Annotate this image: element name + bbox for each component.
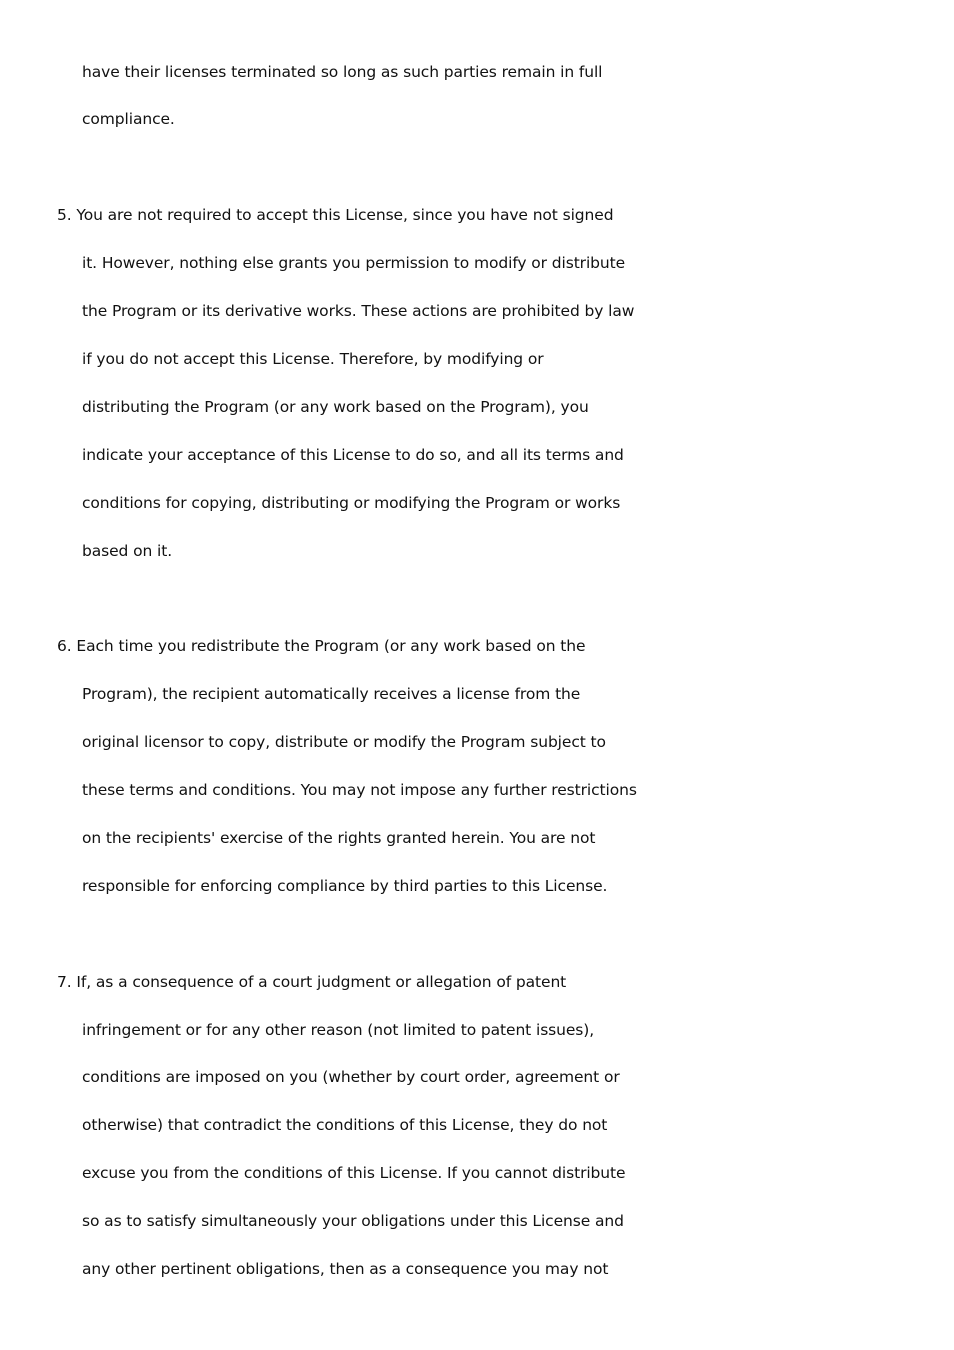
text-line: conditions for copying, distributing or modifying the Program or works <box>82 494 621 512</box>
text-line: any other pertinent obligations, then as a consequence you may not <box>82 1260 609 1278</box>
text-line: 7. If, as a consequence of a court judgment or allegation of patent <box>57 973 567 991</box>
text-line: it. However, nothing else grants you permission to modify or distribute <box>82 254 626 272</box>
text-line: compliance. <box>82 110 175 128</box>
text-line: Program), the recipient automatically receives a license from the <box>82 685 581 703</box>
text-line: if you do not accept this License. Therefore, by modifying or <box>82 350 544 368</box>
text-line: 6. Each time you redistribute the Program (or any work based on the <box>57 637 586 655</box>
text-line: excuse you from the conditions of this License. If you cannot distribute <box>82 1164 626 1182</box>
text-line: conditions are imposed on you (whether by court order, agreement or <box>82 1068 620 1086</box>
text-line: have their licenses terminated so long as such parties remain in full <box>82 63 603 81</box>
text-line: based on it. <box>82 542 173 560</box>
text-line: infringement or for any other reason (not limited to patent issues), <box>82 1021 595 1039</box>
text-line: original licensor to copy, distribute or modify the Program subject to <box>82 733 606 751</box>
text-line: so as to satisfy simultaneously your obligations under this License and <box>82 1212 624 1230</box>
text-line: these terms and conditions. You may not impose any further restrictions <box>82 781 637 799</box>
text-line: on the recipients' exercise of the rights granted herein. You are not <box>82 829 596 847</box>
text-line: 5. You are not required to accept this License, since you have not signed <box>57 206 614 224</box>
text-line: indicate your acceptance of this License to do so, and all its terms and <box>82 446 624 464</box>
text-line: the Program or its derivative works. These actions are prohibited by law <box>82 302 635 320</box>
text-line: distributing the Program (or any work based on the Program), you <box>82 398 589 416</box>
text-line: otherwise) that contradict the conditions of this License, they do not <box>82 1116 608 1134</box>
text-line: responsible for enforcing compliance by third parties to this License. <box>82 877 608 895</box>
